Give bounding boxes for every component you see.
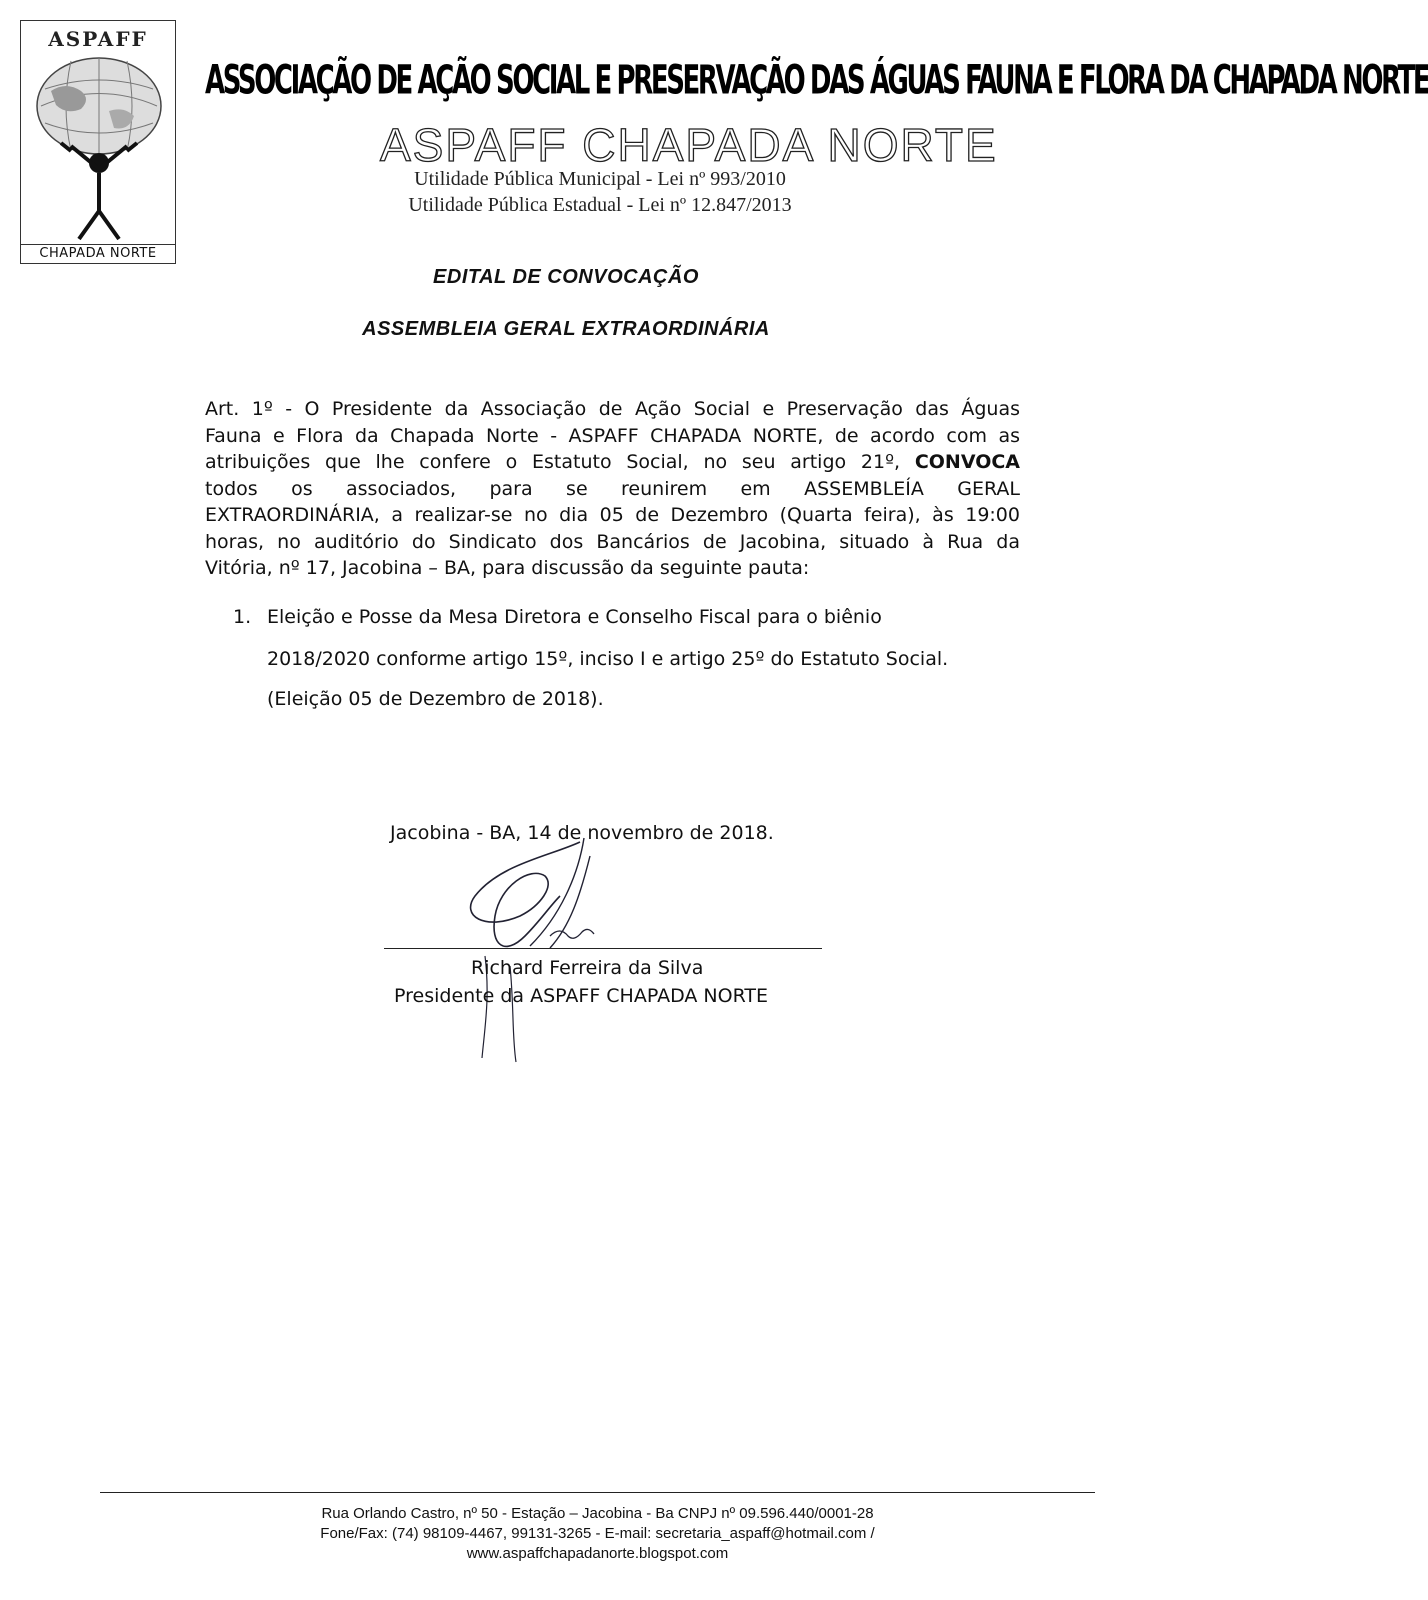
municipal-utility-law: Utilidade Pública Municipal - Lei nº 993/2010 (414, 168, 786, 190)
document-subtitle: ASSEMBLEIA GERAL EXTRAORDINÁRIA (362, 318, 770, 340)
agenda-item-line: (Eleição 05 de Dezembro de 2018). (267, 688, 604, 710)
footer-address: Rua Orlando Castro, nº 50 - Estação – Jacobina - Ba CNPJ nº 09.596.440/0001-28 (321, 1505, 874, 1522)
article-line (205, 449, 1020, 476)
article-line-text: atribuições que lhe confere o Estatuto Social, no seu artigo 21º, (205, 451, 901, 473)
article-line: EXTRAORDINÁRIA, a realizar-se no dia 05 de Dezembro (Quarta feira), às 19:00 (205, 504, 1020, 526)
organization-name: ASSOCIAÇÃO DE AÇÃO SOCIAL E PRESERVAÇÃO DAS ÁGUAS FAUNA E FLORA DA CHAPADA NORTE (205, 58, 1428, 105)
globe-figure-icon (31, 51, 167, 241)
signer-role: Presidente da ASPAFF CHAPADA NORTE (394, 985, 769, 1007)
article-paragraph (205, 396, 1020, 582)
logo (20, 20, 176, 264)
place-and-date: Jacobina - BA, 14 de novembro de 2018. (390, 822, 774, 844)
signature-line (384, 948, 822, 949)
footer-divider (100, 1492, 1095, 1493)
logo-top-text: ASPAFF (48, 27, 148, 51)
convoca-emphasis: CONVOCA (914, 451, 1020, 473)
article-line: Fauna e Flora da Chapada Norte - ASPAFF CHAPADA NORTE, de acordo com as (205, 424, 1020, 447)
document-title: EDITAL DE CONVOCAÇÃO (433, 266, 699, 288)
agenda-item-line: Eleição e Posse da Mesa Diretora e Conselho Fiscal para o biênio (267, 606, 882, 628)
signer-name: Richard Ferreira da Silva (471, 957, 704, 979)
article-line: Vitória, nº 17, Jacobina – BA, para discussão da seguinte pauta: (205, 557, 810, 579)
footer-contact: Fone/Fax: (74) 98109-4467, 99131-3265 - E-mail: secretaria_aspaff@hotmail.com / (320, 1525, 875, 1542)
agenda-item-line: 2018/2020 conforme artigo 15º, inciso I e artigo 25º do Estatuto Social. (267, 648, 949, 670)
article-line: Art. 1º - O Presidente da Associação de Ação Social e Preservação das Águas (205, 398, 1020, 420)
footer-website: www.aspaffchapadanorte.blogspot.com (466, 1545, 729, 1562)
article-line: todos os associados, para se reunirem em ASSEMBLEÍA GERAL (205, 477, 1020, 500)
logo-bottom-text: CHAPADA NORTE (21, 244, 175, 263)
agenda-item-number: 1. (233, 606, 252, 628)
organization-short-name: ASPAFF CHAPADA NORTE (380, 119, 998, 171)
article-line: horas, no auditório do Sindicato dos Bancários de Jacobina, situado à Rua da (205, 530, 1020, 553)
handwritten-signature (430, 836, 620, 1066)
state-utility-law: Utilidade Pública Estadual - Lei nº 12.847/2013 (408, 194, 792, 216)
